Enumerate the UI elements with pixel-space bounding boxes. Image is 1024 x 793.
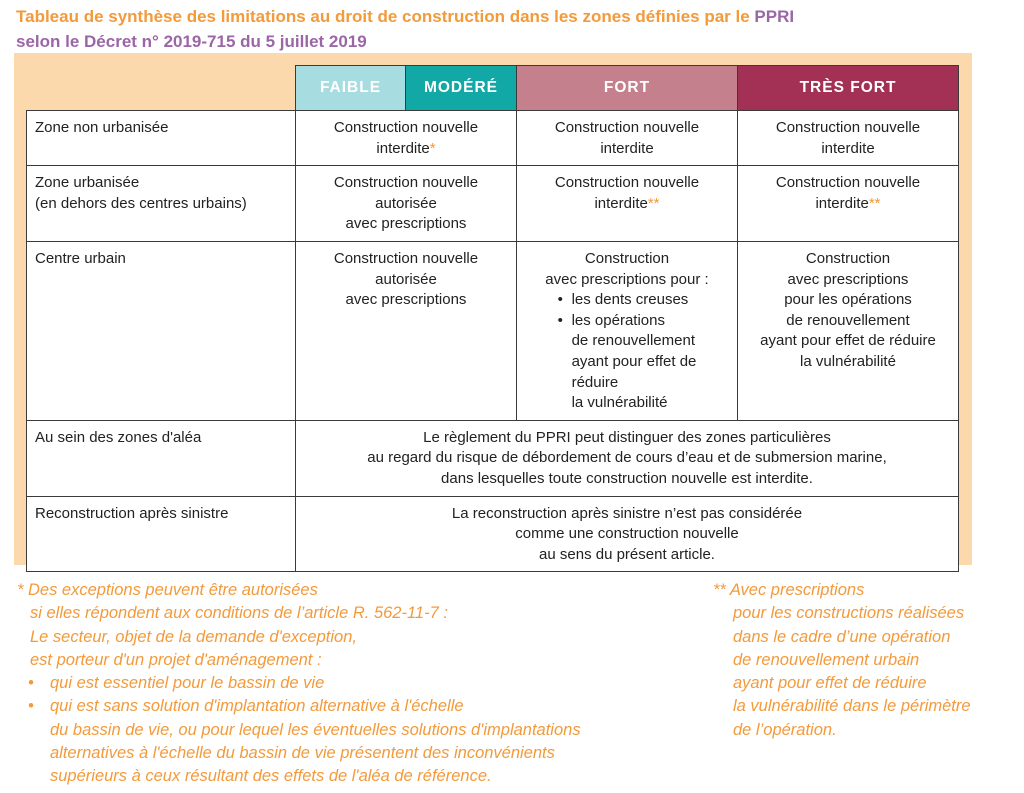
bullet-icon: • xyxy=(28,674,34,693)
cell-line: Construction nouvelle xyxy=(333,119,479,136)
note-line: supérieurs à ceux résultant des effets de l'aléa de référence. xyxy=(50,767,492,786)
cell-line: autorisée xyxy=(375,270,437,288)
note-bullet xyxy=(17,695,697,718)
cell-line: de renouvellement xyxy=(571,332,695,350)
cell-line xyxy=(746,194,950,215)
note-line: Le secteur, objet de la demande d'exception, xyxy=(30,627,357,646)
cell-line: avec prescriptions xyxy=(345,215,467,233)
note-line: du bassin de vie, ou pour lequel les éventuelles solutions d'implantations xyxy=(50,720,581,739)
double-asterisk-note: ** xyxy=(647,194,660,212)
cell-line: comme une construction nouvelle xyxy=(515,525,739,543)
cell-line: la vulnérabilité xyxy=(800,352,896,370)
row-label-zones-alea: Au sein des zones d'aléa xyxy=(27,420,296,496)
note-line: pour les constructions réalisées xyxy=(733,604,965,623)
cell-line: Construction nouvelle xyxy=(554,119,700,136)
table-row xyxy=(27,241,959,420)
table-row xyxy=(27,166,959,242)
cell-r2-tres-fort xyxy=(738,166,959,242)
table-row xyxy=(27,111,959,166)
cell-line: avec prescriptions xyxy=(345,291,467,309)
cell-line: interdite xyxy=(821,139,875,157)
title-line-2: selon le Décret n° 2019-715 du 5 juillet 2019 xyxy=(16,32,367,51)
note-line: alternatives à l'échelle du bassin de vie présentent des inconvénients xyxy=(50,744,555,763)
cell-line xyxy=(304,139,508,160)
table-row xyxy=(27,496,959,572)
cell-line xyxy=(525,194,729,215)
cell-line: avec prescriptions xyxy=(787,270,909,288)
header-modere: MODÉRÉ xyxy=(406,66,517,111)
header-blank xyxy=(27,66,296,111)
cell-line: Construction nouvelle xyxy=(775,119,921,136)
cell-line: au sens du présent article. xyxy=(539,545,715,563)
cell-line: Construction xyxy=(584,249,670,267)
cell-r2-faible-modere xyxy=(296,166,517,242)
cell-line: au regard du risque de débordement de cours d’eau et de submersion marine, xyxy=(367,449,887,467)
cell-line: Construction nouvelle xyxy=(775,174,921,192)
title-ppri: PPRI xyxy=(754,7,795,26)
cell-line: réduire xyxy=(571,373,619,391)
header-fort: FORT xyxy=(517,66,738,111)
cell-line: la vulnérabilité xyxy=(571,394,668,412)
cell-line: de renouvellement xyxy=(786,311,910,329)
title-line-1 xyxy=(16,4,794,29)
cell-line: Construction xyxy=(805,249,891,267)
note-line: ** Avec prescriptions xyxy=(713,581,865,599)
cell-line: Construction nouvelle xyxy=(554,174,700,192)
header-row xyxy=(27,66,959,111)
note-line: est porteur d'un projet d'aménagement : xyxy=(30,650,322,669)
bullet-list xyxy=(558,290,697,414)
note-line: la vulnérabilité dans le périmètre xyxy=(733,697,971,716)
note-line: dans le cadre d’une opération xyxy=(733,627,951,646)
cell-line: ayant pour effet de réduire xyxy=(760,332,936,350)
row-label-centre-urbain: Centre urbain xyxy=(27,241,296,420)
note-line: de l’opération. xyxy=(733,720,837,739)
cell-line: Construction nouvelle xyxy=(333,174,479,192)
note-line: ayant pour effet de réduire xyxy=(733,674,927,693)
note-line: si elles répondent aux conditions de l’article R. 562-11-7 : xyxy=(30,604,448,623)
asterisk-note: * xyxy=(429,139,436,157)
cell-line: dans lesquelles toute construction nouvelle est interdite. xyxy=(441,469,813,487)
note-line: qui est essentiel pour le bassin de vie xyxy=(50,674,325,693)
table-row xyxy=(27,420,959,496)
row-label-reconstruction: Reconstruction après sinistre xyxy=(27,496,296,572)
cell-r2-fort xyxy=(517,166,738,242)
row-label-zone-non-urbanisee: Zone non urbanisée xyxy=(27,111,296,166)
note-line: * Des exceptions peuvent être autorisées xyxy=(17,581,318,599)
cell-r3-faible-modere xyxy=(296,241,517,420)
cell-line: Le règlement du PPRI peut distinguer des zones particulières xyxy=(423,428,831,446)
footnote-double-asterisk xyxy=(713,579,1023,742)
note-line: de renouvellement urbain xyxy=(733,650,920,669)
cell-r3-tres-fort xyxy=(738,241,959,420)
cell-line: La reconstruction après sinistre n’est pas considérée xyxy=(451,504,803,522)
header-tres-fort: TRÈS FORT xyxy=(738,66,959,111)
cell-r3-fort xyxy=(517,241,738,420)
list-item xyxy=(558,311,697,414)
cell-r1-faible-modere xyxy=(296,111,517,166)
cell-text: interdite xyxy=(376,139,430,157)
cell-line: ayant pour effet de xyxy=(571,352,697,370)
cell-line: pour les opérations xyxy=(784,291,912,309)
cell-r4-merged xyxy=(296,420,959,496)
cell-line: Zone urbanisée xyxy=(35,174,140,192)
cell-line: Construction nouvelle xyxy=(333,249,479,267)
cell-r1-tres-fort xyxy=(738,111,959,166)
note-line: qui est sans solution d'implantation alternative à l'échelle xyxy=(50,697,464,716)
cell-line: avec prescriptions pour : xyxy=(545,270,709,288)
cell-text: interdite xyxy=(594,194,648,212)
note-bullet xyxy=(17,672,697,695)
cell-line: autorisée xyxy=(375,194,437,212)
footnote-single-asterisk xyxy=(17,579,697,789)
cell-line: (en dehors des centres urbains) xyxy=(35,194,247,212)
cell-r5-merged xyxy=(296,496,959,572)
row-label-zone-urbanisee xyxy=(27,166,296,242)
cell-line: interdite xyxy=(600,139,654,157)
cell-r1-fort xyxy=(517,111,738,166)
bullet-icon: • xyxy=(28,697,34,716)
cell-text: interdite xyxy=(815,194,869,212)
header-faible: FAIBLE xyxy=(296,66,406,111)
synthesis-table xyxy=(26,65,959,572)
cell-line: • les opérations xyxy=(571,311,665,329)
title-text: Tableau de synthèse des limitations au droit de construction dans les zones définies par le xyxy=(16,7,755,26)
double-asterisk-note: ** xyxy=(868,194,881,212)
page-title xyxy=(16,4,794,54)
list-item: • les dents creuses xyxy=(558,290,697,311)
